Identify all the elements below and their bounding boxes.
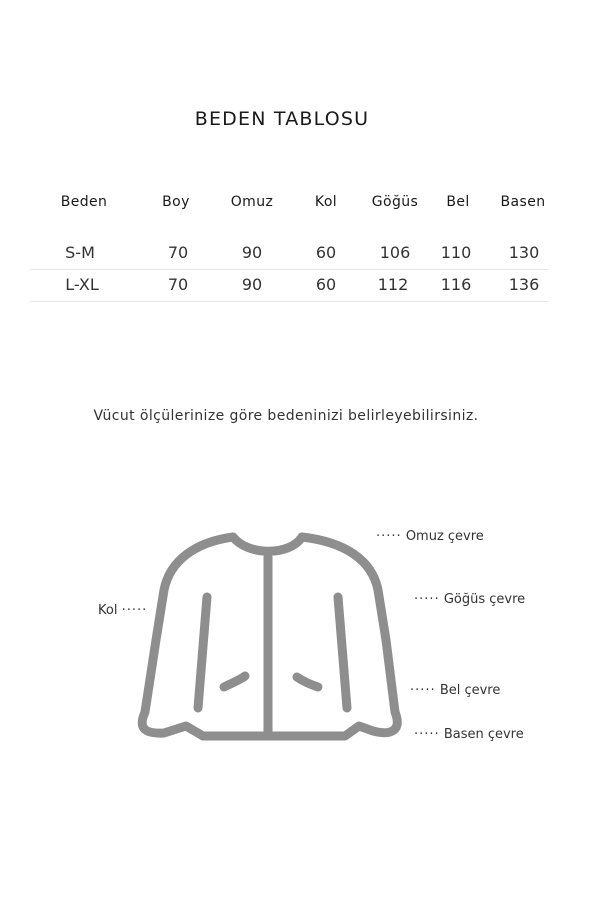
- basen-label: [414, 727, 524, 742]
- size-guide-note: Vücut ölçülerinize göre bedeninizi belirleyebilirsiniz.: [93, 408, 479, 424]
- bel-leader-dots: ·····: [410, 683, 436, 698]
- omuz-label: [376, 529, 484, 544]
- header-kol: Kol: [314, 194, 338, 210]
- cell-basen: 130: [508, 243, 540, 262]
- header-bel: Bel: [446, 194, 470, 210]
- cell-beden: L-XL: [65, 275, 99, 294]
- gogus-label: [414, 592, 525, 607]
- kol-label-text: Kol: [98, 603, 118, 618]
- cell-kol: 60: [315, 275, 337, 294]
- sleeve-seam-right: [338, 597, 347, 708]
- kol-leader-dots: ·····: [121, 603, 148, 618]
- table-row: [30, 270, 548, 302]
- gogus-leader-dots: ·····: [414, 592, 440, 607]
- basen-leader-dots: ·····: [414, 727, 440, 742]
- header-gogus: Göğüs: [371, 194, 419, 210]
- sleeve-seam-left: [198, 597, 207, 708]
- table-header-row: [30, 180, 548, 238]
- kol-label: [98, 603, 147, 618]
- cell-bel: 116: [440, 275, 472, 294]
- cell-kol: 60: [315, 243, 337, 262]
- jacket-icon: [142, 537, 397, 736]
- cell-boy: 70: [167, 243, 189, 262]
- size-table: [30, 180, 548, 302]
- cell-bel: 110: [440, 243, 472, 262]
- cell-boy: 70: [167, 275, 189, 294]
- cell-gogus: 112: [377, 275, 409, 294]
- omuz-label-text: Omuz çevre: [405, 529, 484, 544]
- page-title: BEDEN TABLOSU: [194, 108, 370, 130]
- cell-basen: 136: [508, 275, 540, 294]
- bel-label-text: Bel çevre: [439, 683, 501, 698]
- pocket-right: [297, 677, 318, 687]
- basen-label-text: Basen çevre: [443, 727, 524, 742]
- cell-omuz: 90: [241, 243, 263, 262]
- header-omuz: Omuz: [230, 194, 274, 210]
- pocket-left: [224, 676, 245, 687]
- cell-gogus: 106: [379, 243, 411, 262]
- gogus-label-text: Göğüs çevre: [443, 592, 526, 607]
- header-boy: Boy: [162, 194, 190, 210]
- cell-omuz: 90: [241, 275, 263, 294]
- header-beden: Beden: [60, 194, 108, 210]
- omuz-leader-dots: ·····: [376, 529, 402, 544]
- header-basen: Basen: [500, 194, 546, 210]
- cell-beden: S-M: [65, 243, 95, 262]
- table-row: [30, 238, 548, 270]
- bel-label: [410, 683, 500, 698]
